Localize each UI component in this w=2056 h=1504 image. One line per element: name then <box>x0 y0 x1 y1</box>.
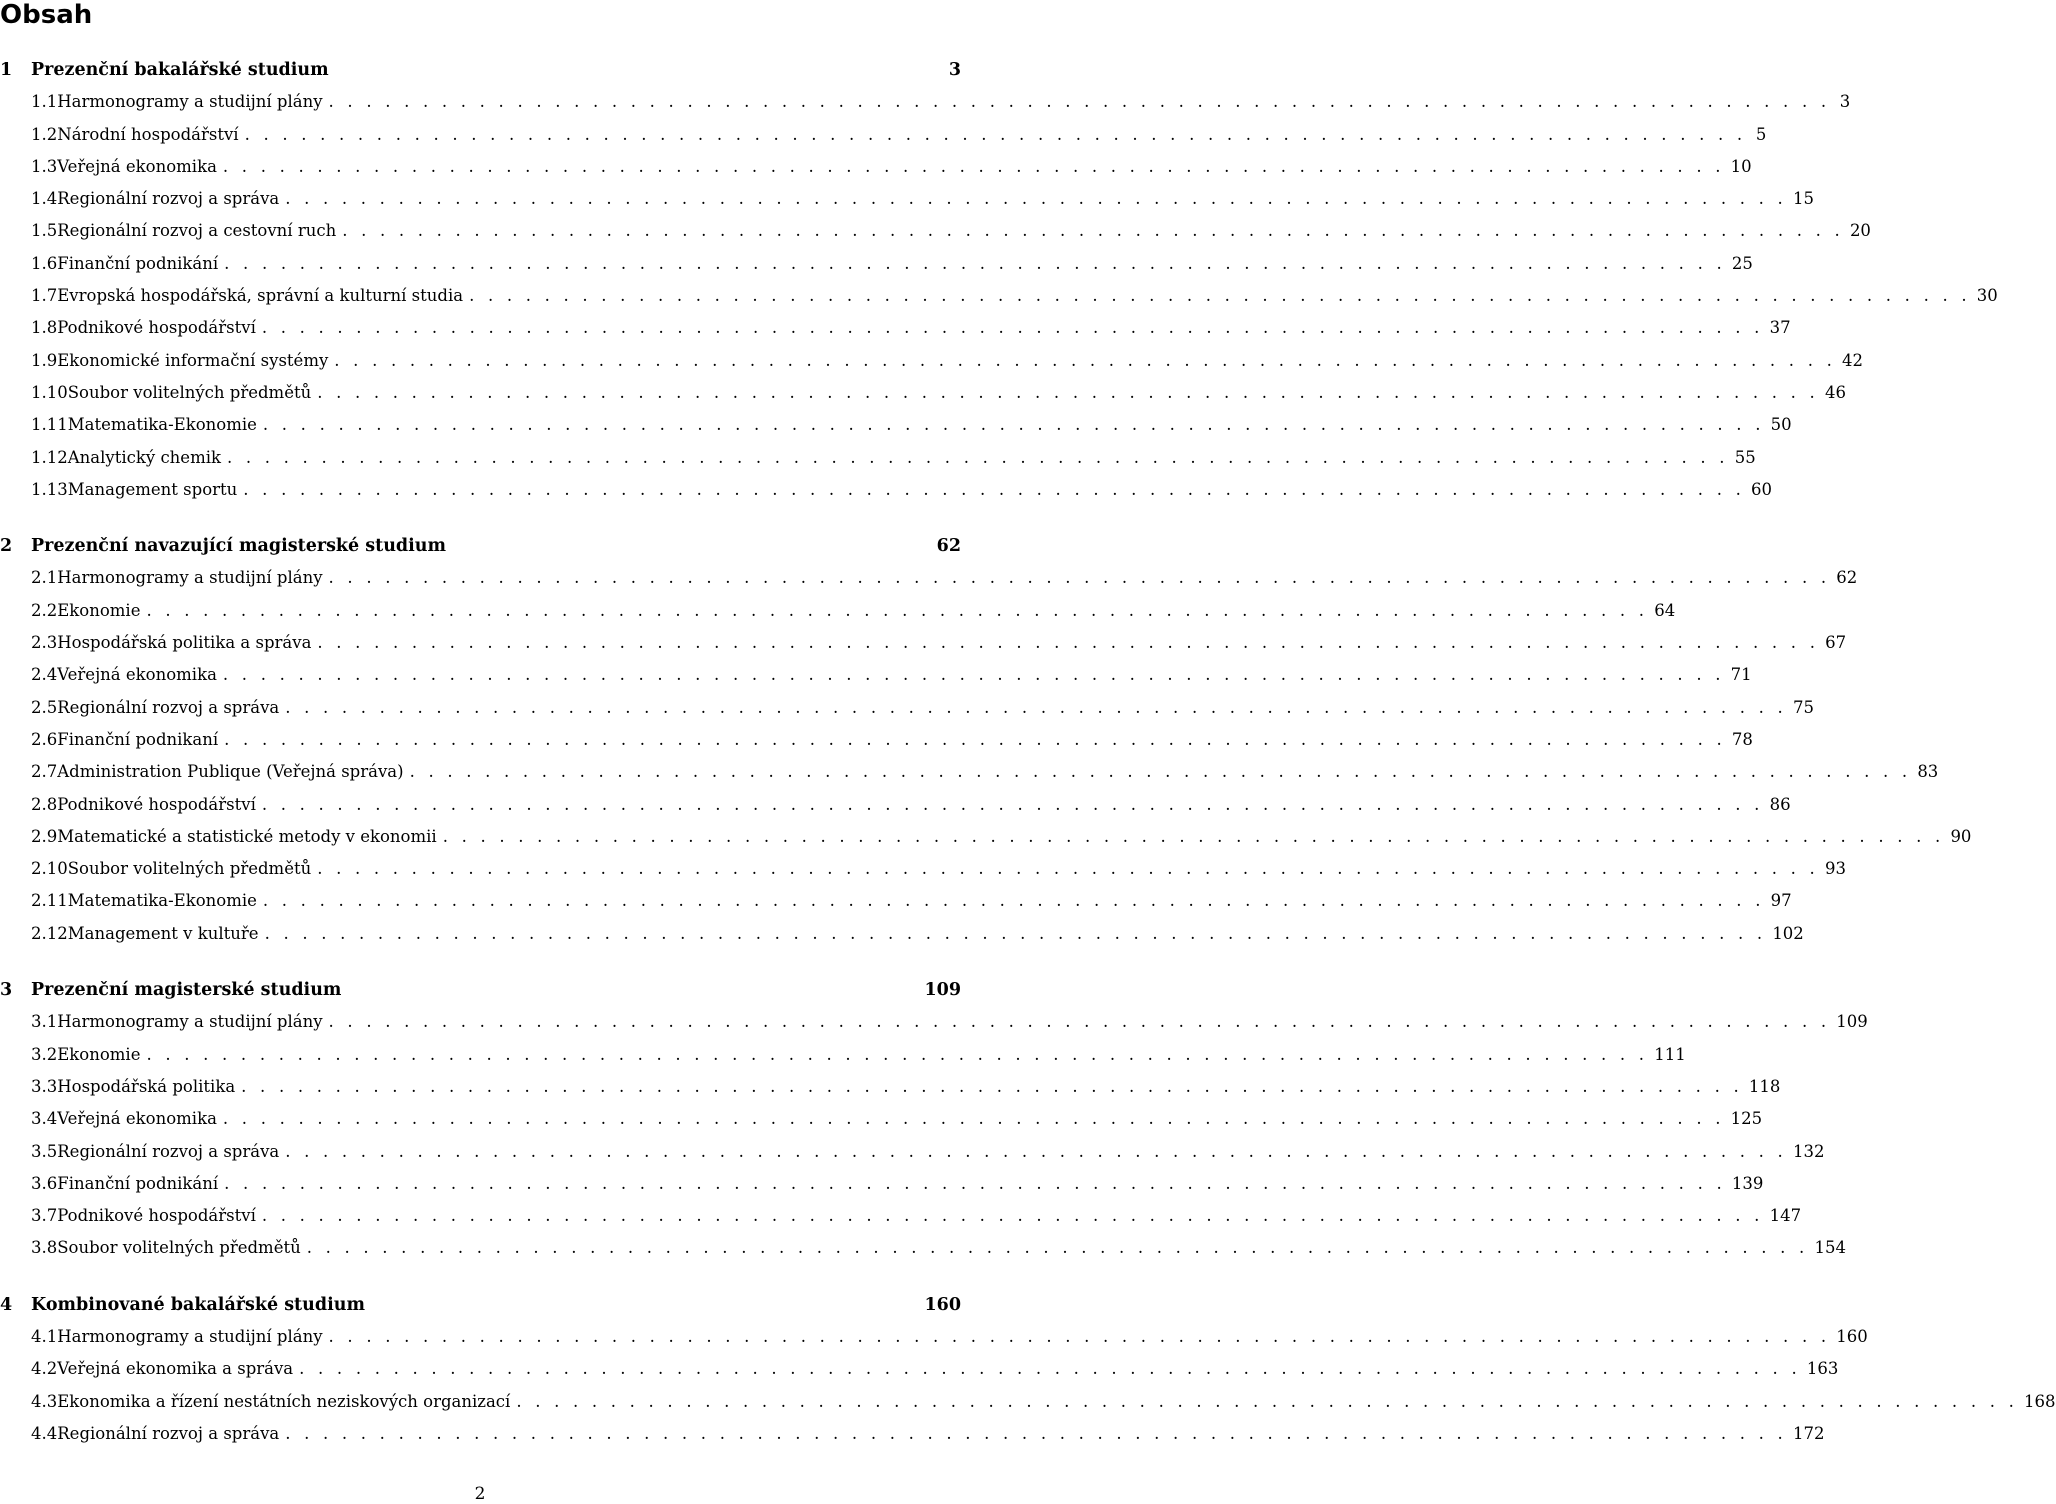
dot-leader: . . . . . . . . . . . . . . . . . . . . . . . . . . . . . . . . . . . . . . . . . . . . . . . . . . . . . . . . . . . . . . . . . . . . . . . . . . . . . . . . <box>222 156 1725 176</box>
toc-section-entry[interactable] <box>0 692 1814 724</box>
chapter-title: Prezenční magisterské studium <box>31 980 342 1001</box>
toc-chapter-entry[interactable] <box>0 54 961 86</box>
section-page-number: 132 <box>1792 1141 1825 1161</box>
page-number: 2 <box>474 1484 486 1504</box>
dot-leader: . . . . . . . . . . . . . . . . . . . . . . . . . . . . . . . . . . . . . . . . . . . . . . . . . . . . . . . . . . . . . . . . . . . . . . . . . . . . . . . . <box>264 923 1767 943</box>
section-title: Podnikové hospodářství <box>57 794 256 814</box>
section-number: 1.2 <box>31 124 58 144</box>
section-title: Management v kultuře <box>67 923 259 943</box>
section-page-number: 172 <box>1792 1423 1825 1443</box>
section-title: Ekonomické informační systémy <box>57 350 329 370</box>
dot-leader: . . . . . . . . . . . . . . . . . . . . . . . . . . . . . . . . . . . . . . . . . . . . . . . . . . . . . . . . . . . . . . . . . . . . . . . . . . . . . . . . <box>243 479 1746 499</box>
dot-leader: . . . . . . . . . . . . . . . . . . . . . . . . . . . . . . . . . . . . . . . . . . . . . . . . . . . . . . . . . . . . . . . . . . . . . . . . . . . . . . . . <box>224 1173 1726 1193</box>
toc-section-entry[interactable] <box>0 1071 1781 1103</box>
chapter-number: 4 <box>0 1294 13 1315</box>
dot-leader: . . . . . . . . . . . . . . . . . . . . . . . . . . . . . . . . . . . . . . . . . . . . . . . . . . . . . . . . . . . . . . . . . . . . . . . . . . . . . . . . <box>285 1141 1787 1161</box>
section-number: 4.3 <box>31 1391 58 1411</box>
section-number: 2.4 <box>31 665 58 685</box>
section-page-number: 46 <box>1824 382 1846 402</box>
section-number: 2.12 <box>31 923 68 943</box>
dot-leader: . . . . . . . . . . . . . . . . . . . . . . . . . . . . . . . . . . . . . . . . . . . . . . . . . . . . . . . . . . . . . . . . . . . . . . . . . . . . . . . . <box>261 794 1764 814</box>
chapter-title: Kombinované bakalářské studium <box>31 1294 365 1315</box>
chapter-number: 3 <box>0 980 13 1001</box>
dot-leader: . . . . . . . . . . . . . . . . . . . . . . . . . . . . . . . . . . . . . . . . . . . . . . . . . . . . . . . . . . . . . . . . . . . . . . . . . . . . . . . . <box>469 286 1971 306</box>
section-page-number: 125 <box>1730 1109 1763 1129</box>
section-number: 2.3 <box>31 633 58 653</box>
section-page-number: 154 <box>1814 1238 1846 1258</box>
toc-section-entry[interactable] <box>0 885 1792 917</box>
dot-leader: . . . . . . . . . . . . . . . . . . . . . . . . . . . . . . . . . . . . . . . . . . . . . . . . . . . . . . . . . . . . . . . . . . . . . . . . . . . . . . . . <box>262 891 1765 911</box>
section-page-number: 102 <box>1772 923 1804 943</box>
toc-section-entry[interactable] <box>0 627 1847 659</box>
section-page-number: 10 <box>1730 156 1752 176</box>
section-number: 1.3 <box>31 156 58 176</box>
toc-section-entry[interactable] <box>0 183 1814 215</box>
section-number: 1.10 <box>31 382 68 402</box>
section-title: Finanční podnikaní <box>57 729 219 749</box>
dot-leader: . . . . . . . . . . . . . . . . . . . . . . . . . . . . . . . . . . . . . . . . . . . . . . . . . . . . . . . . . . . . . . . . . . . . . . . . . . . . . . . . <box>334 350 1837 370</box>
section-number: 2.1 <box>31 568 58 588</box>
section-title: Soubor volitelných předmětů <box>67 382 312 402</box>
section-number: 1.6 <box>31 253 58 273</box>
toc-section-entry[interactable] <box>0 1386 2056 1418</box>
dot-leader: . . . . . . . . . . . . . . . . . . . . . . . . . . . . . . . . . . . . . . . . . . . . . . . . . . . . . . . . . . . . . . . . . . . . . . . . . . . . . . . . <box>317 633 1820 653</box>
toc-section-entry[interactable] <box>0 345 1864 377</box>
toc-section-entry[interactable] <box>0 119 1767 151</box>
toc-section-entry[interactable] <box>0 442 1756 474</box>
section-number: 3.7 <box>31 1206 58 1226</box>
toc-section-entry[interactable] <box>0 1200 1802 1232</box>
dot-leader: . . . . . . . . . . . . . . . . . . . . . . . . . . . . . . . . . . . . . . . . . . . . . . . . . . . . . . . . . . . . . . . . . . . . . . . . . . . . . . . . <box>317 382 1819 402</box>
section-title: Regionální rozvoj a cestovní ruch <box>57 221 337 241</box>
section-page-number: 42 <box>1842 350 1864 370</box>
toc-section-entry[interactable] <box>0 86 1851 118</box>
section-number: 1.11 <box>31 415 68 435</box>
section-number: 2.6 <box>31 729 58 749</box>
section-number: 3.1 <box>31 1012 58 1032</box>
section-title: Národní hospodářství <box>57 124 239 144</box>
section-number: 2.7 <box>31 762 58 782</box>
section-page-number: 139 <box>1731 1173 1764 1193</box>
section-page-number: 5 <box>1755 124 1767 144</box>
toc-chapter <box>0 974 1868 1265</box>
toc-chapter <box>0 54 1998 506</box>
section-page-number: 64 <box>1654 600 1676 620</box>
section-number: 3.6 <box>31 1173 58 1193</box>
section-page-number: 20 <box>1849 221 1871 241</box>
section-title: Hospodářská politika a správa <box>57 633 312 653</box>
dot-leader: . . . . . . . . . . . . . . . . . . . . . . . . . . . . . . . . . . . . . . . . . . . . . . . . . . . . . . . . . . . . . . . . . . . . . . . . . . . . . . . . <box>328 92 1831 112</box>
table-of-contents <box>0 54 2056 1474</box>
toc-section-entry[interactable] <box>0 1103 1763 1135</box>
toc-section-entry[interactable] <box>0 248 1753 280</box>
chapter-number: 2 <box>0 536 13 557</box>
section-title: Regionální rozvoj a správa <box>57 1423 280 1443</box>
section-page-number: 37 <box>1769 318 1791 338</box>
section-title: Podnikové hospodářství <box>57 1206 256 1226</box>
toc-section-entry[interactable] <box>0 474 1773 506</box>
dot-leader: . . . . . . . . . . . . . . . . . . . . . . . . . . . . . . . . . . . . . . . . . . . . . . . . . . . . . . . . . . . . . . . . . . . . . . . . . . . . . . . . <box>328 1012 1831 1032</box>
dot-leader: . . . . . . . . . . . . . . . . . . . . . . . . . . . . . . . . . . . . . . . . . . . . . . . . . . . . . . . . . . . . . . . . . . . . . . . . . . . . . . . . <box>227 447 1729 467</box>
section-title: Harmonogramy a studijní plány <box>57 568 323 588</box>
dot-leader: . . . . . . . . . . . . . . . . . . . . . . . . . . . . . . . . . . . . . . . . . . . . . . . . . . . . . . . . . . . . . . . . . . . . . . . . . . . . . . . . <box>244 124 1747 144</box>
section-title: Soubor volitelných předmětů <box>57 1238 301 1258</box>
dot-leader: . . . . . . . . . . . . . . . . . . . . . . . . . . . . . . . . . . . . . . . . . . . . . . . . . . . . . . . . . . . . . . . . . . . . . . . . . . . . . . . . <box>261 1206 1764 1226</box>
section-page-number: 147 <box>1769 1206 1802 1226</box>
toc-chapter-entry[interactable] <box>0 974 961 1006</box>
toc-chapter <box>0 1289 2056 1450</box>
toc-section-entry[interactable] <box>0 377 1846 409</box>
section-page-number: 78 <box>1731 729 1753 749</box>
dot-leader: . . . . . . . . . . . . . . . . . . . . . . . . . . . . . . . . . . . . . . . . . . . . . . . . . . . . . . . . . . . . . . . . . . . . . . . . . . . . . . . . <box>328 568 1831 588</box>
toc-chapter-entry[interactable] <box>0 1289 961 1321</box>
section-title: Regionální rozvoj a správa <box>57 189 280 209</box>
section-page-number: 168 <box>2024 1391 2056 1411</box>
dot-leader: . . . . . . . . . . . . . . . . . . . . . . . . . . . . . . . . . . . . . . . . . . . . . . . . . . . . . . . . . . . . . . . . . . . . . . . . . . . . . . . . <box>328 1326 1831 1346</box>
toc-section-entry[interactable] <box>0 1232 1846 1264</box>
section-title: Analytický chemik <box>67 447 221 467</box>
section-number: 1.13 <box>31 479 68 499</box>
section-page-number: 118 <box>1748 1076 1781 1096</box>
section-number: 2.5 <box>31 697 58 717</box>
toc-section-entry[interactable] <box>0 215 1871 247</box>
chapter-title: Prezenční navazující magisterské studium <box>31 536 447 557</box>
toc-section-entry[interactable] <box>0 1006 1868 1038</box>
toc-section-entry[interactable] <box>0 756 1939 788</box>
section-page-number: 55 <box>1734 447 1756 467</box>
chapter-page-number: 3 <box>948 60 961 80</box>
section-number: 1.9 <box>31 350 58 370</box>
section-title: Hospodářská politika <box>57 1076 236 1096</box>
section-page-number: 93 <box>1824 859 1846 879</box>
section-title: Matematika-Ekonomie <box>67 891 257 911</box>
dot-leader: . . . . . . . . . . . . . . . . . . . . . . . . . . . . . . . . . . . . . . . . . . . . . . . . . . . . . . . . . . . . . . . . . . . . . . . . . . . . . . . . <box>146 1044 1649 1064</box>
section-number: 4.2 <box>31 1359 58 1379</box>
toc-section-entry[interactable] <box>0 724 1753 756</box>
section-title: Administration Publique (Veřejná správa) <box>57 762 404 782</box>
section-title: Veřejná ekonomika <box>57 156 217 176</box>
section-page-number: 83 <box>1917 762 1939 782</box>
section-title: Ekonomika a řízení nestátních neziskových organizací <box>57 1391 511 1411</box>
dot-leader: . . . . . . . . . . . . . . . . . . . . . . . . . . . . . . . . . . . . . . . . . . . . . . . . . . . . . . . . . . . . . . . . . . . . . . . . . . . . . . . . <box>299 1359 1801 1379</box>
toc-section-entry[interactable] <box>0 280 1998 312</box>
toc-section-entry[interactable] <box>0 1321 1868 1353</box>
section-page-number: 67 <box>1825 633 1847 653</box>
section-page-number: 75 <box>1792 697 1814 717</box>
toc-section-entry[interactable] <box>0 151 1752 183</box>
dot-leader: . . . . . . . . . . . . . . . . . . . . . . . . . . . . . . . . . . . . . . . . . . . . . . . . . . . . . . . . . . . . . . . . . . . . . . . . . . . . . . . . <box>222 665 1725 685</box>
section-title: Veřejná ekonomika <box>57 665 217 685</box>
section-page-number: 15 <box>1792 189 1814 209</box>
dot-leader: . . . . . . . . . . . . . . . . . . . . . . . . . . . . . . . . . . . . . . . . . . . . . . . . . . . . . . . . . . . . . . . . . . . . . . . . . . . . . . . . <box>224 253 1726 273</box>
toc-section-entry[interactable] <box>0 1353 1839 1385</box>
section-title: Ekonomie <box>57 1044 141 1064</box>
section-title: Veřejná ekonomika a správa <box>57 1359 294 1379</box>
dot-leader: . . . . . . . . . . . . . . . . . . . . . . . . . . . . . . . . . . . . . . . . . . . . . . . . . . . . . . . . . . . . . . . . . . . . . . . . . . . . . . . . <box>409 762 1912 782</box>
section-page-number: 3 <box>1839 92 1851 112</box>
section-number: 1.4 <box>31 189 58 209</box>
section-title: Harmonogramy a studijní plány <box>57 1326 323 1346</box>
section-number: 3.8 <box>31 1238 58 1258</box>
section-title: Finanční podnikání <box>57 1173 219 1193</box>
toc-chapter-entry[interactable] <box>0 530 961 562</box>
section-page-number: 111 <box>1654 1044 1686 1064</box>
chapter-page-number: 160 <box>924 1294 961 1315</box>
toc-section-entry[interactable] <box>0 409 1792 441</box>
section-number: 3.5 <box>31 1141 58 1161</box>
section-page-number: 86 <box>1769 794 1791 814</box>
dot-leader: . . . . . . . . . . . . . . . . . . . . . . . . . . . . . . . . . . . . . . . . . . . . . . . . . . . . . . . . . . . . . . . . . . . . . . . . . . . . . . . . <box>342 221 1844 241</box>
dot-leader: . . . . . . . . . . . . . . . . . . . . . . . . . . . . . . . . . . . . . . . . . . . . . . . . . . . . . . . . . . . . . . . . . . . . . . . . . . . . . . . . <box>262 415 1765 435</box>
section-page-number: 90 <box>1950 826 1972 846</box>
toc-section-entry[interactable] <box>0 1418 1825 1450</box>
dot-leader: . . . . . . . . . . . . . . . . . . . . . . . . . . . . . . . . . . . . . . . . . . . . . . . . . . . . . . . . . . . . . . . . . . . . . . . . . . . . . . . . <box>285 697 1787 717</box>
section-number: 1.8 <box>31 318 58 338</box>
section-title: Matematika-Ekonomie <box>67 415 257 435</box>
section-title: Harmonogramy a studijní plány <box>57 1012 323 1032</box>
section-number: 4.4 <box>31 1423 58 1443</box>
section-page-number: 60 <box>1751 479 1773 499</box>
section-number: 3.3 <box>31 1076 58 1096</box>
dot-leader: . . . . . . . . . . . . . . . . . . . . . . . . . . . . . . . . . . . . . . . . . . . . . . . . . . . . . . . . . . . . . . . . . . . . . . . . . . . . . . . . <box>222 1109 1725 1129</box>
section-number: 1.5 <box>31 221 58 241</box>
section-page-number: 163 <box>1806 1359 1839 1379</box>
page-title: Obsah <box>0 0 93 30</box>
section-number: 2.11 <box>31 891 68 911</box>
toc-section-entry[interactable] <box>0 853 1846 885</box>
toc-section-entry[interactable] <box>0 595 1676 627</box>
section-number: 2.2 <box>31 600 58 620</box>
section-title: Podnikové hospodářství <box>57 318 256 338</box>
section-number: 1.7 <box>31 286 58 306</box>
section-number: 2.9 <box>31 826 58 846</box>
toc-section-entry[interactable] <box>0 789 1791 821</box>
section-title: Regionální rozvoj a správa <box>57 697 280 717</box>
dot-leader: . . . . . . . . . . . . . . . . . . . . . . . . . . . . . . . . . . . . . . . . . . . . . . . . . . . . . . . . . . . . . . . . . . . . . . . . . . . . . . . . <box>146 600 1649 620</box>
section-page-number: 25 <box>1731 253 1753 273</box>
chapter-page-number: 62 <box>936 536 961 557</box>
toc-section-entry[interactable] <box>0 1136 1825 1168</box>
section-number: 2.10 <box>31 859 68 879</box>
section-number: 3.4 <box>31 1109 58 1129</box>
section-title: Regionální rozvoj a správa <box>57 1141 280 1161</box>
dot-leader: . . . . . . . . . . . . . . . . . . . . . . . . . . . . . . . . . . . . . . . . . . . . . . . . . . . . . . . . . . . . . . . . . . . . . . . . . . . . . . . . <box>516 1391 2019 1411</box>
toc-chapter <box>0 530 1972 950</box>
chapter-title: Prezenční bakalářské studium <box>31 60 329 80</box>
dot-leader: . . . . . . . . . . . . . . . . . . . . . . . . . . . . . . . . . . . . . . . . . . . . . . . . . . . . . . . . . . . . . . . . . . . . . . . . . . . . . . . . <box>306 1238 1809 1258</box>
section-page-number: 62 <box>1836 568 1858 588</box>
section-title: Finanční podnikání <box>57 253 219 273</box>
dot-leader: . . . . . . . . . . . . . . . . . . . . . . . . . . . . . . . . . . . . . . . . . . . . . . . . . . . . . . . . . . . . . . . . . . . . . . . . . . . . . . . . <box>224 729 1726 749</box>
dot-leader: . . . . . . . . . . . . . . . . . . . . . . . . . . . . . . . . . . . . . . . . . . . . . . . . . . . . . . . . . . . . . . . . . . . . . . . . . . . . . . . . <box>442 826 1945 846</box>
section-number: 4.1 <box>31 1326 58 1346</box>
toc-section-entry[interactable] <box>0 562 1858 594</box>
section-title: Evropská hospodářská, správní a kulturní studia <box>57 286 464 306</box>
chapter-page-number: 109 <box>924 980 961 1001</box>
section-number: 3.2 <box>31 1044 58 1064</box>
dot-leader: . . . . . . . . . . . . . . . . . . . . . . . . . . . . . . . . . . . . . . . . . . . . . . . . . . . . . . . . . . . . . . . . . . . . . . . . . . . . . . . . <box>285 1423 1787 1443</box>
dot-leader: . . . . . . . . . . . . . . . . . . . . . . . . . . . . . . . . . . . . . . . . . . . . . . . . . . . . . . . . . . . . . . . . . . . . . . . . . . . . . . . . <box>241 1076 1743 1096</box>
section-page-number: 30 <box>1976 286 1998 306</box>
section-page-number: 97 <box>1770 891 1792 911</box>
dot-leader: . . . . . . . . . . . . . . . . . . . . . . . . . . . . . . . . . . . . . . . . . . . . . . . . . . . . . . . . . . . . . . . . . . . . . . . . . . . . . . . . <box>317 859 1819 879</box>
section-title: Soubor volitelných předmětů <box>67 859 312 879</box>
section-title: Ekonomie <box>57 600 141 620</box>
toc-section-entry[interactable] <box>0 1168 1764 1200</box>
dot-leader: . . . . . . . . . . . . . . . . . . . . . . . . . . . . . . . . . . . . . . . . . . . . . . . . . . . . . . . . . . . . . . . . . . . . . . . . . . . . . . . . <box>261 318 1764 338</box>
toc-section-entry[interactable] <box>0 821 1972 853</box>
section-title: Veřejná ekonomika <box>57 1109 217 1129</box>
section-number: 1.12 <box>31 447 68 467</box>
toc-section-entry[interactable] <box>0 918 1804 950</box>
dot-leader: . . . . . . . . . . . . . . . . . . . . . . . . . . . . . . . . . . . . . . . . . . . . . . . . . . . . . . . . . . . . . . . . . . . . . . . . . . . . . . . . <box>285 189 1787 209</box>
toc-section-entry[interactable] <box>0 659 1752 691</box>
toc-section-entry[interactable] <box>0 1039 1686 1071</box>
section-page-number: 160 <box>1836 1326 1868 1346</box>
section-number: 1.1 <box>31 92 58 112</box>
section-title: Matematické a statistické metody v ekonomii <box>57 826 437 846</box>
section-page-number: 50 <box>1770 415 1792 435</box>
section-page-number: 71 <box>1730 665 1752 685</box>
section-number: 2.8 <box>31 794 58 814</box>
toc-section-entry[interactable] <box>0 312 1791 344</box>
section-title: Management sportu <box>67 479 238 499</box>
chapter-number: 1 <box>0 60 13 80</box>
section-page-number: 109 <box>1836 1012 1868 1032</box>
section-title: Harmonogramy a studijní plány <box>57 92 323 112</box>
